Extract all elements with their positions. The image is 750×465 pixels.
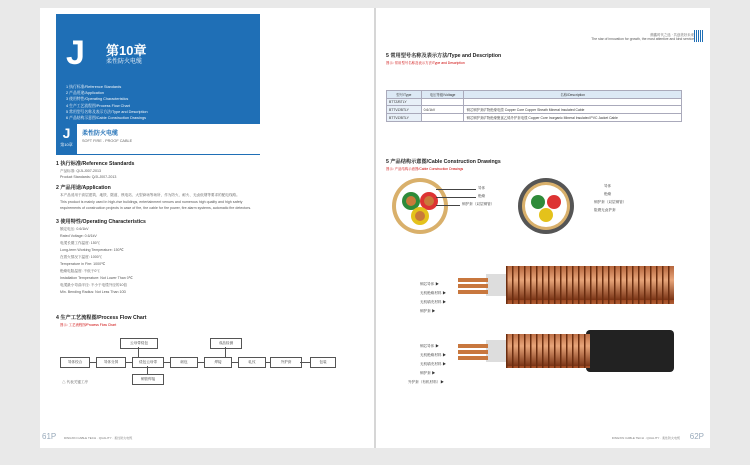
section-title: 柔性防火电缆 (82, 131, 119, 137)
cable-drawing-1 (446, 260, 676, 310)
xs1-label: 绝缘 (478, 194, 486, 198)
section-subtitle: SOFT FIRE - PROOF CABLE (82, 139, 133, 143)
xs2-label: 导体 (604, 184, 612, 188)
header-barcode-icon (694, 30, 704, 42)
table-row: BTTVZ/BTLY 铜芯铜护套矿物绝缘聚氯乙烯外护套电缆 Copper Core Inorganic Mineral Insulated PVC Jacket Cable (387, 114, 682, 122)
section-divider (56, 154, 260, 155)
legend-symbol-icon: △ (62, 380, 66, 384)
left-page (40, 8, 374, 448)
cable2-label: 无机绝缘材料 ▶ (420, 353, 447, 357)
flow-step: 焊接 (204, 357, 232, 368)
cable2-label: 铜护套 ▶ (420, 371, 436, 375)
flow-step: 导体分屏 (96, 357, 126, 368)
standards-line: 产品标准: Q/JLJ007-2013 (60, 169, 101, 173)
chapter-number: 第10章 (106, 43, 147, 58)
operating-line: 电缆长期工作温度: 150℃ (60, 241, 101, 245)
table-row: BTTVZ/BTLY 0.6/1kV 铜芯铜护套矿物绝缘电缆 Copper Core Copper Sheath Mineral Insulated Cable (387, 106, 682, 114)
cable2-label: 铜芯导体 ▶ (420, 344, 439, 348)
page-footer: DINGXIN CABLE TECH · QUALITY · 柔性防火电缆 (64, 436, 133, 440)
flow-step: 包装 (310, 357, 336, 368)
standards-line: Product Standards: Q/JLJ007-2013 (60, 175, 117, 179)
col-header: 名称/Description (464, 91, 682, 99)
heading-operating: 3 使用特性/Operating Characteristics (56, 219, 146, 225)
col-header: 型号/Type (387, 91, 422, 99)
process-sub: 图示: 工艺流程图/Process Flow Chart (60, 323, 117, 327)
flow-step: 成品检测 (210, 338, 242, 349)
cable1-label: 铜芯导体 ▶ (420, 282, 439, 286)
page-number: 62P (689, 432, 704, 441)
col-header: 电压等级/Voltage (421, 91, 464, 99)
flow-legend (62, 380, 88, 385)
flow-step: 铜管焊接 (132, 374, 164, 385)
type-table (386, 90, 682, 122)
chapter-toc (66, 84, 148, 121)
heading-construction: 5 产品结构示意图/Cable Construction Drawings (386, 159, 501, 165)
cable2-label: 无机填充材料 ▶ (420, 362, 447, 366)
cross-section-1 (390, 176, 450, 236)
right-header: 鼎鑫时代之选 · 共创美好未来 The star of innovation for growth, the most attentive and kind service (591, 33, 694, 41)
cable1-label: 无机绝缘材料 ▶ (420, 291, 447, 295)
page-footer: DINGXIN CABLE TECH · QUALITY · 柔性防火电缆 (611, 436, 680, 440)
operating-line: 绝缘电阻温度: 不低于0℃ (60, 269, 100, 273)
heading-standards: 1 执行标准/Reference Standards (56, 161, 135, 167)
operating-line: Min. Bending Radius: Not Less Than 10D (60, 290, 127, 294)
operating-line: Installation Temperature: Not Lower Than 0℃ (60, 276, 133, 280)
operating-line: 在着火情况下温度: 1000℃ (60, 255, 103, 259)
section-tab (56, 124, 77, 154)
corrugated-sheath-shape (506, 266, 674, 304)
heading-process: 4 生产工艺流程图/Process Flow Chart (56, 315, 147, 321)
type-sub: 图示: 常用型号名称及表示方法/Type and Description (386, 61, 465, 65)
section-tab-letter: J (62, 125, 71, 141)
table-row: BTTZ/BTLY (387, 99, 682, 106)
toc-item[interactable]: 2 产品用途/Application (66, 91, 104, 96)
cross-section-2 (516, 176, 576, 236)
toc-item[interactable]: 5 常用型号名称及表示方法/Type and Description (66, 109, 148, 114)
page-number: 61P (42, 432, 57, 441)
outer-jacket-shape (586, 330, 674, 372)
section-tab-sub: 第10章 (60, 142, 73, 147)
xs2-label: 绝缘 (604, 192, 612, 196)
cable-drawing-2 (446, 326, 676, 376)
operating-line: Rated Voltage: 0.6/1kV (60, 234, 97, 238)
flow-legend-text: 代表关键工序 (66, 380, 89, 384)
heading-type: 5 常用型号名称及表示方法/Type and Description (386, 53, 502, 59)
construction-sub: 图示: 产品结构示意图/Cable Construction Drawings (386, 167, 464, 171)
toc-item[interactable]: 1 执行标准/Reference Standards (66, 85, 122, 89)
flow-step: 导体绞合 (60, 357, 90, 368)
operating-line: Long-term Working Temperature: 150℃ (60, 248, 124, 252)
operating-line: Temperature in Fire: 1000℃ (60, 262, 106, 266)
toc-item[interactable]: 4 生产工艺流程图/Process Flow Chart (66, 103, 130, 108)
flow-step: 外护套 (270, 357, 302, 368)
application-line: 本产品适用于高层建筑、地铁、隧道、核电站、大型商场等场所，作为防火、耐火、无卤低烟等要求的配电线路。 (60, 193, 240, 197)
xs1-label: 导体 (478, 186, 486, 190)
application-line: requirements of construction projects in case of fire, the cable for fire power, fire alarm systems, automatic fire detectors. (60, 206, 252, 210)
flow-step: 云母带绕包 (120, 338, 158, 349)
flow-step: 绕包云母带 (132, 357, 164, 368)
cable2-label: 外护套（有机材料）▶ (408, 380, 444, 384)
flow-step: 轧纹 (238, 357, 266, 368)
operating-line: 额定电压: 0.6/1kV (60, 227, 89, 231)
operating-line: 电缆最小弯曲半径: 不小于电缆外径的10倍 (60, 283, 128, 287)
flow-step: 纵包 (170, 357, 198, 368)
chapter-letter: J (66, 34, 85, 72)
cable1-label: 无机填充材料 ▶ (420, 300, 447, 304)
toc-item[interactable]: 6 产品结构示意图/Cable Construction Drawings (66, 116, 146, 121)
xs2-label: 铜护套（双层铜管） (594, 200, 627, 204)
toc-item[interactable]: 3 使用特性/Operating Characteristics (66, 97, 129, 102)
cable1-label: 铜护套 ▶ (420, 309, 436, 313)
chapter-banner (56, 14, 260, 124)
xs1-label: 铜护套（双层铜管） (462, 202, 495, 206)
xs2-label: 阻燃无卤护套 (594, 208, 616, 212)
right-page (376, 8, 710, 448)
heading-application: 2 产品用途/Application (56, 185, 111, 191)
application-line: This product is mainly used in high-rise buildings, entertainment venues and numerous high quality and high safety (60, 200, 243, 204)
chapter-name: 柔性防火电缆 (106, 59, 143, 65)
